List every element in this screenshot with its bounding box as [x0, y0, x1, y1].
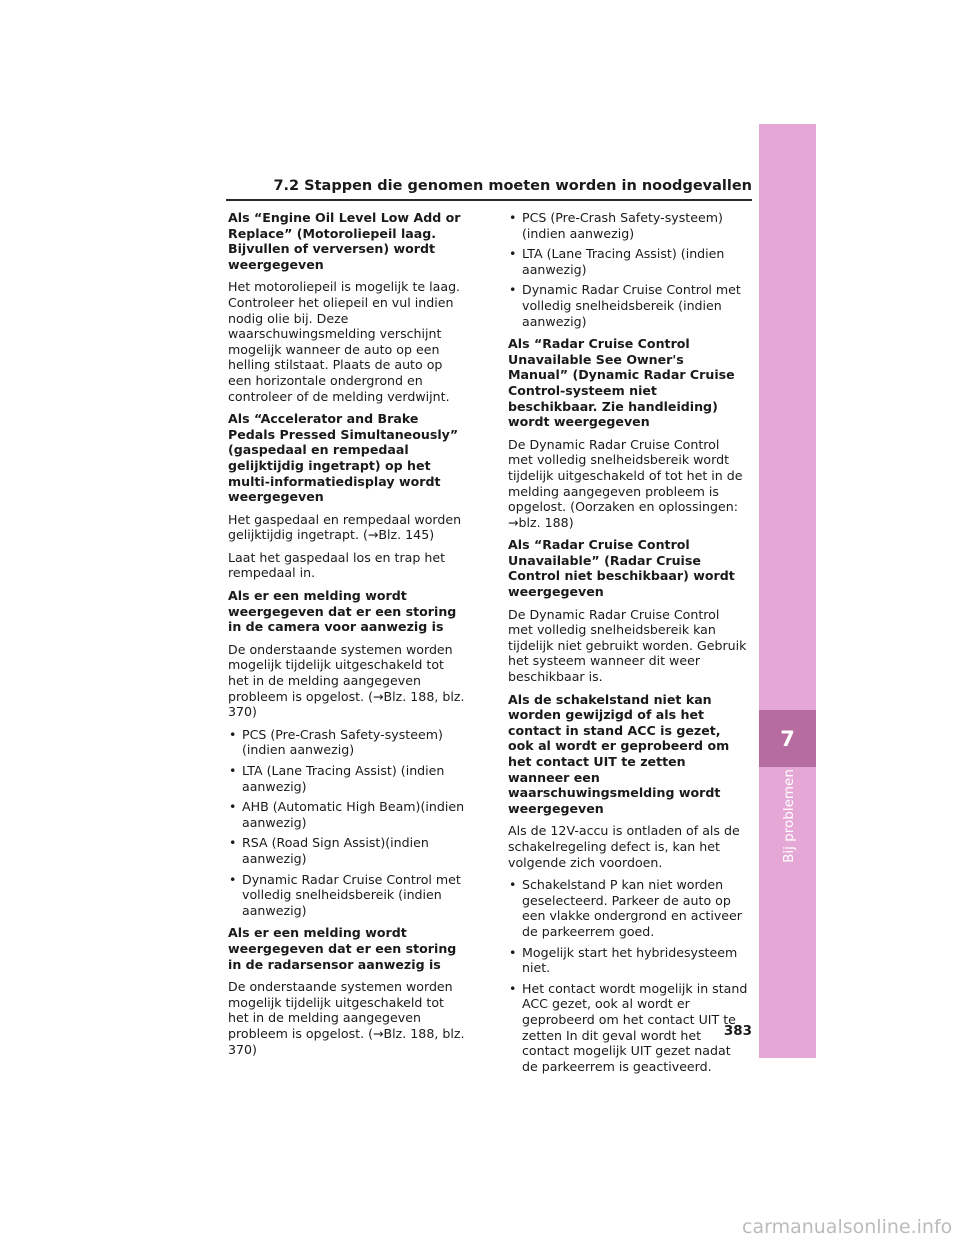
paragraph: De onderstaande systemen worden mogelijk tijdelijk uitgeschakeld tot het in de melding aangegeven probleem is opgelost. (→Blz. 188, blz. 370)	[228, 641, 465, 720]
system-list	[508, 210, 748, 329]
list-item: • LTA (Lane Tracing Assist) (indien aanwezig)	[508, 246, 748, 277]
section-heading: Als “Radar Cruise Control Unavailable” (Radar Cruise Control niet beschikbaar) wordt weergegeven	[508, 537, 735, 600]
paragraph: De Dynamic Radar Cruise Control met volledig snelheidsbereik kan tijdelijk niet gebruikt worden. Gebruik het systeem wanneer dit weer beschikbaar is.	[508, 606, 747, 685]
header-divider	[226, 199, 752, 201]
consequence-list	[508, 877, 748, 1074]
list-item: • Dynamic Radar Cruise Control met volledig snelheidsbereik (indien aanwezig)	[228, 872, 468, 919]
paragraph: Laat het gaspedaal los en trap het rempedaal in.	[228, 549, 446, 581]
section-heading: Als er een melding wordt weergegeven dat er een storing in de radarsensor aanwezig is	[228, 925, 457, 972]
chapter-side-tab	[759, 124, 816, 1058]
paragraph: De onderstaande systemen worden mogelijk tijdelijk uitgeschakeld tot het in de melding aangegeven probleem is opgelost. (→Blz. 188, blz. 370)	[228, 979, 465, 1057]
list-item: • Mogelijk start het hybridesysteem niet.	[508, 945, 748, 976]
section-heading: Als er een melding wordt weergegeven dat er een storing in de camera voor aanwezig is	[228, 588, 457, 635]
left-column	[228, 210, 468, 1064]
list-item: • PCS (Pre-Crash Safety-systeem) (indien aanwezig)	[508, 210, 748, 241]
list-item: • Schakelstand P kan niet worden geselecteerd. Parkeer de auto op een vlakke ondergrond en activeer de parkeerrem goed.	[508, 877, 748, 939]
paragraph: De Dynamic Radar Cruise Control met volledig snelheidsbereik wordt tijdelijk uitgeschakeld of tot het in de melding aangegeven probleem is opgelost. (Oorzaken en oplossingen: →blz. 188)	[508, 436, 743, 530]
paragraph: Het motoroliepeil is mogelijk te laag. Controleer het oliepeil en vul indien nodig olie bij. Deze waarschuwingsmelding verschijnt mogelijk wanneer de auto op een helling stilstaat. Plaats de auto op een horizontale ondergrond en controleer of de melding verdwijnt.	[228, 279, 461, 404]
system-list	[228, 727, 468, 919]
watermark: carmanualsonline.info	[742, 1216, 953, 1238]
list-item: • PCS (Pre-Crash Safety-systeem) (indien aanwezig)	[228, 727, 468, 758]
paragraph: Het gaspedaal en rempedaal worden gelijktijdig ingetrapt. (→Blz. 145)	[228, 511, 462, 543]
section-heading: Als “Radar Cruise Control Unavailable See Owner's Manual” (Dynamic Radar Cruise Control-systeem niet beschikbaar. Zie handleiding) wordt weergegeven	[508, 336, 735, 430]
section-title: 7.2 Stappen die genomen moeten worden in noodgevallen	[273, 178, 752, 194]
list-item: • LTA (Lane Tracing Assist) (indien aanwezig)	[228, 763, 468, 794]
list-item: • Dynamic Radar Cruise Control met volledig snelheidsbereik (indien aanwezig)	[508, 282, 748, 329]
list-item: • Het contact wordt mogelijk in stand ACC gezet, ook al wordt er geprobeerd om het contact UIT te zetten In dit geval wordt het contact mogelijk UIT gezet nadat de parkeerrem is geactiveerd.	[508, 981, 748, 1075]
section-heading: Als “Engine Oil Level Low Add or Replace” (Motoroliepeil laag. Bijvullen of verversen) wordt weergegeven	[228, 210, 461, 272]
right-column	[508, 210, 748, 1081]
chapter-label: Bij problemen	[781, 769, 797, 863]
chapter-number: 7	[780, 726, 795, 751]
paragraph: Als de 12V-accu is ontladen of als de schakelregeling defect is, kan het volgende zich voordoen.	[508, 823, 740, 870]
list-item: • RSA (Road Sign Assist)(indien aanwezig)	[228, 835, 468, 866]
list-item: • AHB (Automatic High Beam)(indien aanwezig)	[228, 799, 468, 830]
section-heading: Als “Accelerator and Brake Pedals Pressed Simultaneously” (gaspedaal en rempedaal gelijktijdig ingetrapt) op het multi-informatiedisplay wordt weergegeven	[228, 411, 459, 505]
chapter-number-box	[759, 710, 816, 767]
page-number: 383	[723, 1023, 752, 1039]
section-heading: Als de schakelstand niet kan worden gewijzigd of als het contact in stand ACC is gezet, ook al wordt er geprobeerd om het contact UIT te zetten wanneer een waarschuwingsmelding wordt weergegeven	[508, 691, 730, 816]
